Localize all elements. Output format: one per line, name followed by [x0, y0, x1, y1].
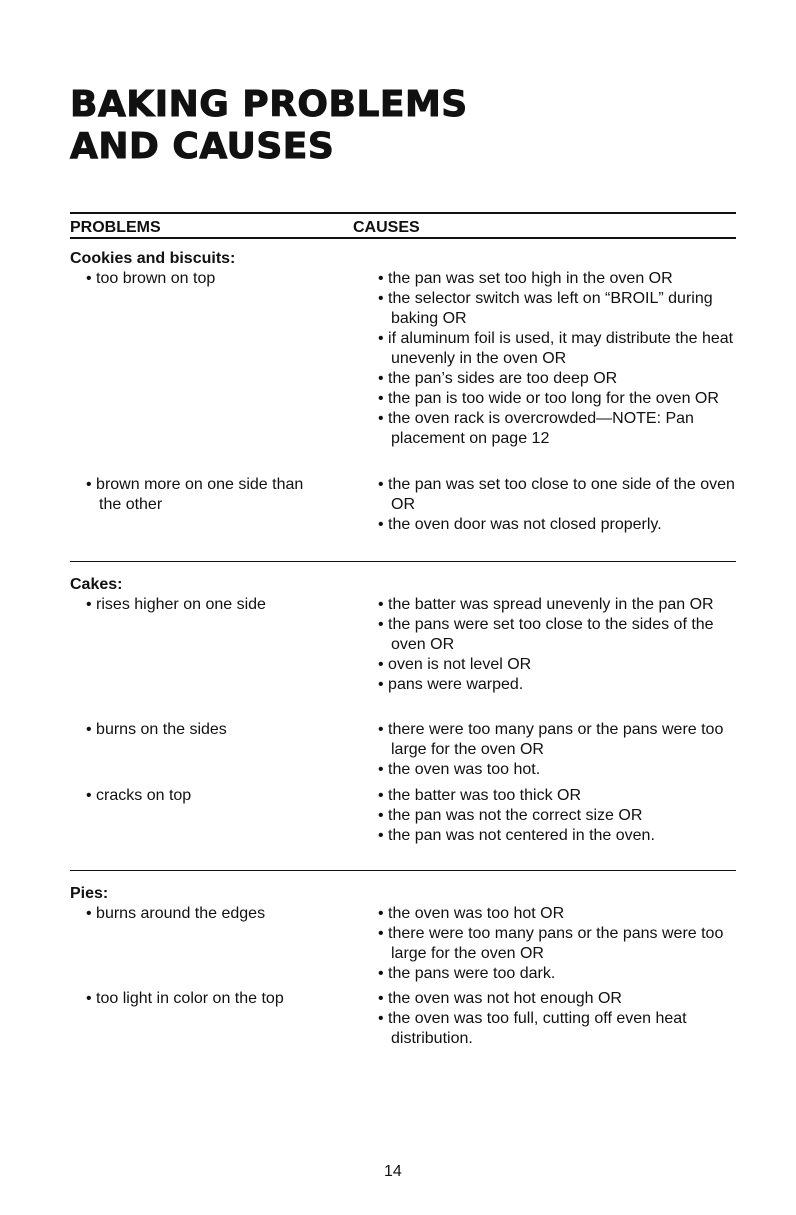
- cause-item: • the oven was too full, cutting off even heat distribution.: [378, 1010, 687, 1047]
- causes-list: [378, 989, 738, 1049]
- cause-item: • the oven was not hot enough OR: [378, 990, 622, 1007]
- cause-item: • there were too many pans or the pans were too large for the oven OR: [378, 721, 724, 758]
- cause-item: • the oven was too hot.: [378, 761, 541, 778]
- problem-text: • burns on the sides: [86, 721, 227, 738]
- cause-item: • the pan is too wide or too long for the oven OR: [378, 390, 719, 407]
- section-heading: Cookies and biscuits:: [70, 250, 236, 267]
- cause-item: • the batter was spread unevenly in the pan OR: [378, 596, 714, 613]
- cause-item: • the pan was set too close to one side of the oven OR: [378, 476, 735, 513]
- cause-item: • the pan was not the correct size OR: [378, 807, 643, 824]
- problem-text: • burns around the edges: [86, 905, 266, 922]
- causes-column-header: CAUSES: [353, 219, 420, 236]
- problem-text: • brown more on one side than the other: [86, 476, 304, 513]
- causes-list: [378, 269, 738, 449]
- cause-item: • the oven rack is overcrowded—NOTE: Pan placement on page 12: [378, 410, 694, 447]
- column-header-row: [70, 212, 736, 239]
- page-title-line-2: AND CAUSES: [70, 126, 335, 167]
- problem-text: • rises higher on one side: [86, 596, 266, 613]
- cause-item: • oven is not level OR: [378, 656, 532, 673]
- cause-item: • pans were warped.: [378, 676, 524, 693]
- cause-item: • the oven was too hot OR: [378, 905, 565, 922]
- section-heading: Pies:: [70, 885, 109, 902]
- problem-text: • too light in color on the top: [86, 990, 284, 1007]
- cause-item: • the pan’s sides are too deep OR: [378, 370, 618, 387]
- cause-item: • the pan was not centered in the oven.: [378, 827, 655, 844]
- page-number: 14: [384, 1163, 402, 1180]
- cause-item: • if aluminum foil is used, it may distribute the heat unevenly in the oven OR: [378, 330, 734, 367]
- page-title-line-1: BAKING PROBLEMS: [70, 84, 468, 125]
- cause-item: • the pans were set too close to the sides of the oven OR: [378, 616, 714, 653]
- cause-item: • the pan was set too high in the oven OR: [378, 270, 673, 287]
- causes-list: [378, 595, 738, 695]
- cause-item: • the oven door was not closed properly.: [378, 516, 662, 533]
- section-divider: [70, 561, 736, 562]
- problems-column-header: PROBLEMS: [70, 219, 161, 236]
- cause-item: • the pans were too dark.: [378, 965, 556, 982]
- causes-list: [378, 904, 738, 984]
- problem-text: • too brown on top: [86, 270, 216, 287]
- page-title: [70, 84, 468, 168]
- causes-list: [378, 786, 738, 846]
- cause-item: • there were too many pans or the pans were too large for the oven OR: [378, 925, 724, 962]
- section-divider: [70, 870, 736, 871]
- causes-list: [378, 720, 738, 780]
- cause-item: • the batter was too thick OR: [378, 787, 582, 804]
- problem-text: • cracks on top: [86, 787, 192, 804]
- cause-item: • the selector switch was left on “BROIL” during baking OR: [378, 290, 713, 327]
- causes-list: [378, 475, 738, 535]
- section-heading: Cakes:: [70, 576, 123, 593]
